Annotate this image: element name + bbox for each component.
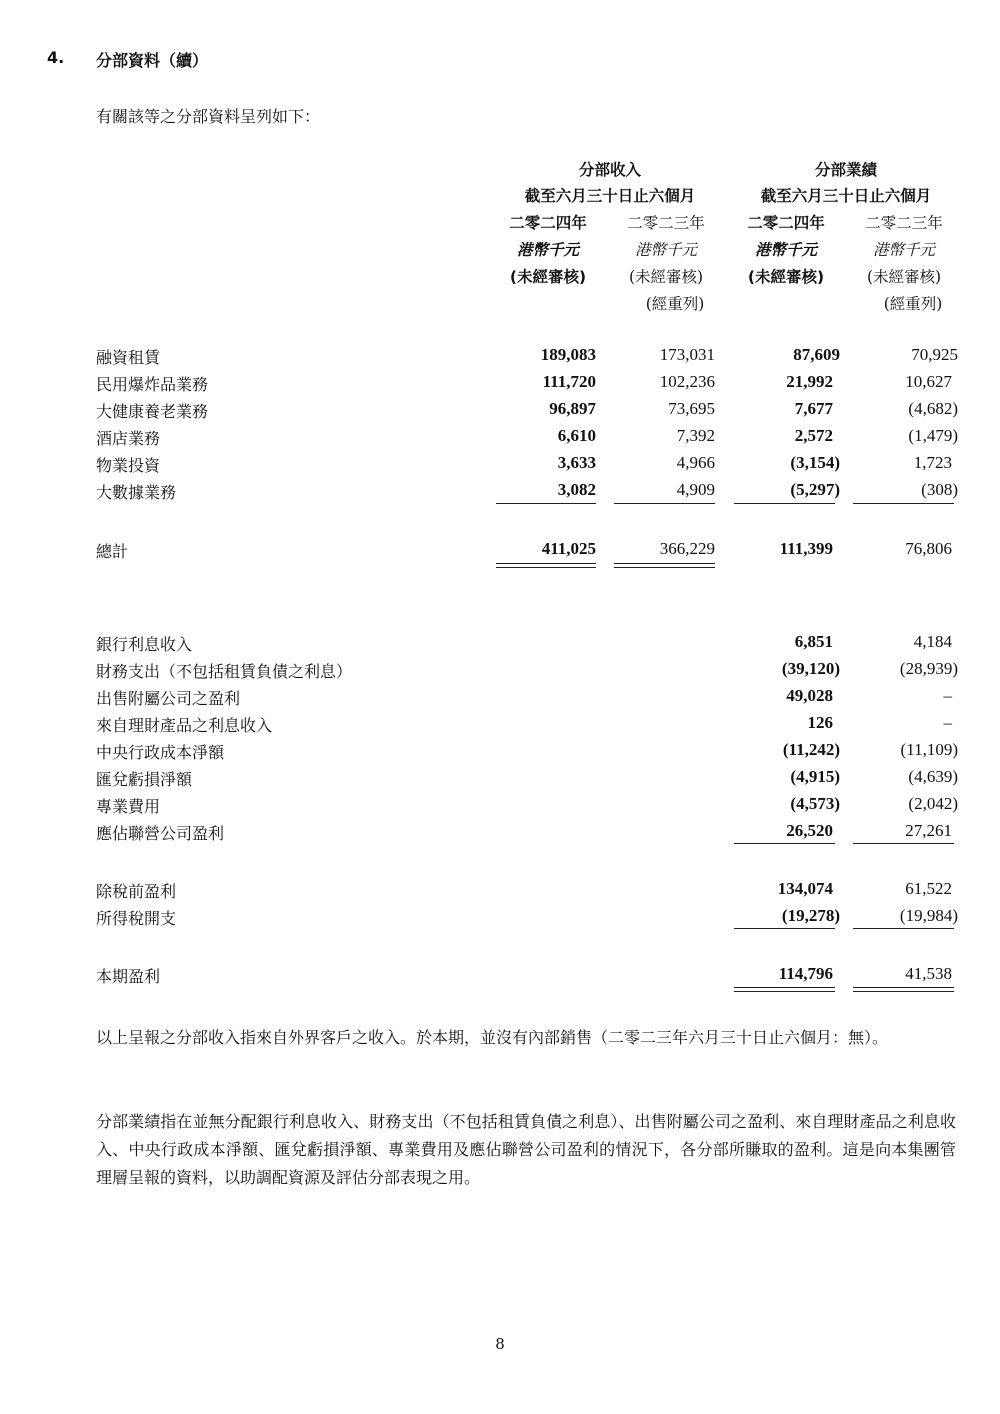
res-2023-tax-rule (853, 928, 954, 929)
rev-2024-value: 189,083 (540, 345, 596, 364)
rev-2023-total: 366,229 (659, 539, 715, 558)
rev-2023-subtotal-rule (614, 503, 715, 504)
page-number: 8 (495, 1335, 505, 1353)
rev-2024-unit: 港幣千元 (516, 241, 579, 259)
profit-label: 本期盈利 (96, 967, 161, 986)
rev-2024-value: 96,897 (549, 399, 596, 418)
res-2024-value: 7,677 (794, 399, 833, 418)
row-label: 中央行政成本淨額 (96, 743, 225, 762)
res-2023-unaudited: (未經審核) (866, 268, 942, 286)
res-2024-value: 6,851 (794, 632, 833, 651)
rev-2023-value: 173,031 (659, 345, 715, 364)
profit-2023-value: 41,538 (905, 964, 952, 983)
results-period-header: 截至六月三十日止六個月 (760, 187, 932, 205)
res-2024-value: 49,028 (786, 686, 833, 705)
rev-2024-subtotal-rule (496, 503, 596, 504)
note-paragraph-revenue: 以上呈報之分部收入指來自外界客戶之收入。於本期，並沒有內部銷售（二零二三年六月三十日止六個月：無）。 (96, 1028, 889, 1047)
res-2023-value: 70,925 (911, 345, 958, 364)
profit-2024-value: 114,796 (778, 964, 833, 983)
res-2023-value: (2,042) (908, 794, 958, 813)
rev-2023-value: 4,966 (676, 453, 715, 472)
row-label: 酒店業務 (96, 429, 161, 448)
res-2024-unaudited: (未經審核) (747, 268, 825, 286)
row-label: 出售附屬公司之盈利 (96, 689, 241, 708)
row-label: 專業費用 (96, 797, 161, 816)
rev-2023-value: 102,236 (659, 372, 715, 391)
res-2024-year: 二零二四年 (747, 214, 825, 232)
res-2024-value: 87,609 (793, 345, 840, 364)
rev-2024-value: 3,633 (557, 453, 596, 472)
res-2024-value: 26,520 (786, 821, 833, 840)
revenue-period-header: 截至六月三十日止六個月 (524, 187, 696, 205)
row-label: 大健康養老業務 (96, 402, 209, 421)
rev-2023-total-double-rule (614, 563, 715, 568)
res-2023-value: (11,109) (900, 740, 958, 759)
intro-text: 有關該等之分部資料呈列如下： (96, 107, 321, 126)
res-2024-value: (5,297) (790, 480, 840, 499)
res-2024-value: (4,915) (790, 767, 840, 786)
res-2024-value: 126 (807, 713, 833, 732)
section-title: 分部資料（續） (96, 51, 209, 70)
pretax-2024-value: 134,074 (777, 879, 833, 898)
rev-2024-total: 411,025 (541, 539, 596, 558)
tax-2023-value: (19,984) (899, 906, 958, 925)
res-2023-value: (308) (921, 480, 958, 499)
res-2023-value: 27,261 (905, 821, 952, 840)
row-label: 民用爆炸品業務 (96, 375, 209, 394)
note-paragraph-results: 分部業績指在並無分配銀行利息收入、財務支出（不包括租賃負債之利息）、出售附屬公司之盈利、來自理財產品之利息收入、中央行政成本淨額、匯兌虧損淨額、專業費用及應佔聯營公司盈利的情況下，各分部所賺取的盈利。這是向本集團管理層呈報的資料，以助調配資源及評估分部表現之用。 (96, 1112, 956, 1187)
rev-2023-value: 4,909 (676, 480, 715, 499)
res-2024-value: (3,154) (790, 453, 840, 472)
pretax-label: 除稅前盈利 (96, 882, 177, 901)
res-2023-value: (1,479) (908, 426, 958, 445)
res-2024-value: (39,120) (781, 659, 840, 678)
res-2023-value: (4,682) (908, 399, 958, 418)
tax-label: 所得稅開支 (96, 909, 177, 928)
rev-2023-unit: 港幣千元 (634, 241, 697, 259)
rev-2023-unaudited: (未經審核) (628, 268, 704, 286)
res-2023-value: (28,939) (899, 659, 958, 678)
res-2024-profit-double-rule (734, 987, 835, 992)
rev-2024-value: 3,082 (557, 480, 596, 499)
rev-2024-total-double-rule (496, 563, 596, 568)
segment-results-header: 分部業績 (814, 161, 877, 179)
rev-2023-value: 7,392 (676, 426, 715, 445)
res-2024-subtotal-rule (734, 503, 835, 504)
res-2023-subtotal-rule (853, 503, 954, 504)
rev-2023-year: 二零二三年 (627, 214, 705, 232)
res-2023-year: 二零二三年 (865, 214, 943, 232)
row-label: 融資租賃 (96, 348, 161, 367)
res-2023-value: – (943, 686, 952, 705)
row-label: 銀行利息收入 (96, 635, 193, 654)
res-2024-tax-rule (734, 928, 835, 929)
res-2024-value: 2,572 (794, 426, 833, 445)
rev-2024-year: 二零二四年 (509, 214, 587, 232)
row-label: 大數據業務 (96, 483, 177, 502)
res-2024-total: 111,399 (779, 539, 833, 558)
rev-2023-value: 73,695 (668, 399, 715, 418)
res-2024-value: (4,573) (790, 794, 840, 813)
row-label: 應佔聯營公司盈利 (96, 824, 225, 843)
section-number: 4. (47, 48, 65, 67)
res-2023-profit-double-rule (853, 987, 954, 992)
res-2023-total: 76,806 (905, 539, 952, 558)
tax-2024-value: (19,278) (781, 906, 840, 925)
res-2023-restated: (經重列) (883, 295, 943, 313)
row-label: 物業投資 (96, 456, 161, 475)
rev-2024-value: 6,610 (557, 426, 596, 445)
res-2023-value: 10,627 (905, 372, 952, 391)
res-2024-value: (11,242) (782, 740, 840, 759)
res-2023-value: 4,184 (913, 632, 952, 651)
res-2024-value: 21,992 (786, 372, 833, 391)
res-2023-value: – (943, 713, 952, 732)
res-2024-unit: 港幣千元 (754, 241, 817, 259)
segment-revenue-header: 分部收入 (578, 161, 641, 179)
rev-2024-unaudited: (未經審核) (509, 268, 587, 286)
res-2024-reconciliation-rule (734, 843, 835, 844)
row-label: 來自理財產品之利息收入 (96, 716, 273, 735)
res-2023-reconciliation-rule (853, 843, 954, 844)
total-label: 總計 (96, 542, 129, 561)
row-label: 財務支出（不包括租賃負債之利息） (96, 662, 353, 681)
rev-2024-value: 111,720 (542, 372, 596, 391)
rev-2023-restated: (經重列) (645, 295, 705, 313)
res-2023-value: 1,723 (913, 453, 952, 472)
res-2023-unit: 港幣千元 (872, 241, 935, 259)
pretax-2023-value: 61,522 (905, 879, 952, 898)
row-label: 匯兌虧損淨額 (96, 770, 193, 789)
res-2023-value: (4,639) (908, 767, 958, 786)
